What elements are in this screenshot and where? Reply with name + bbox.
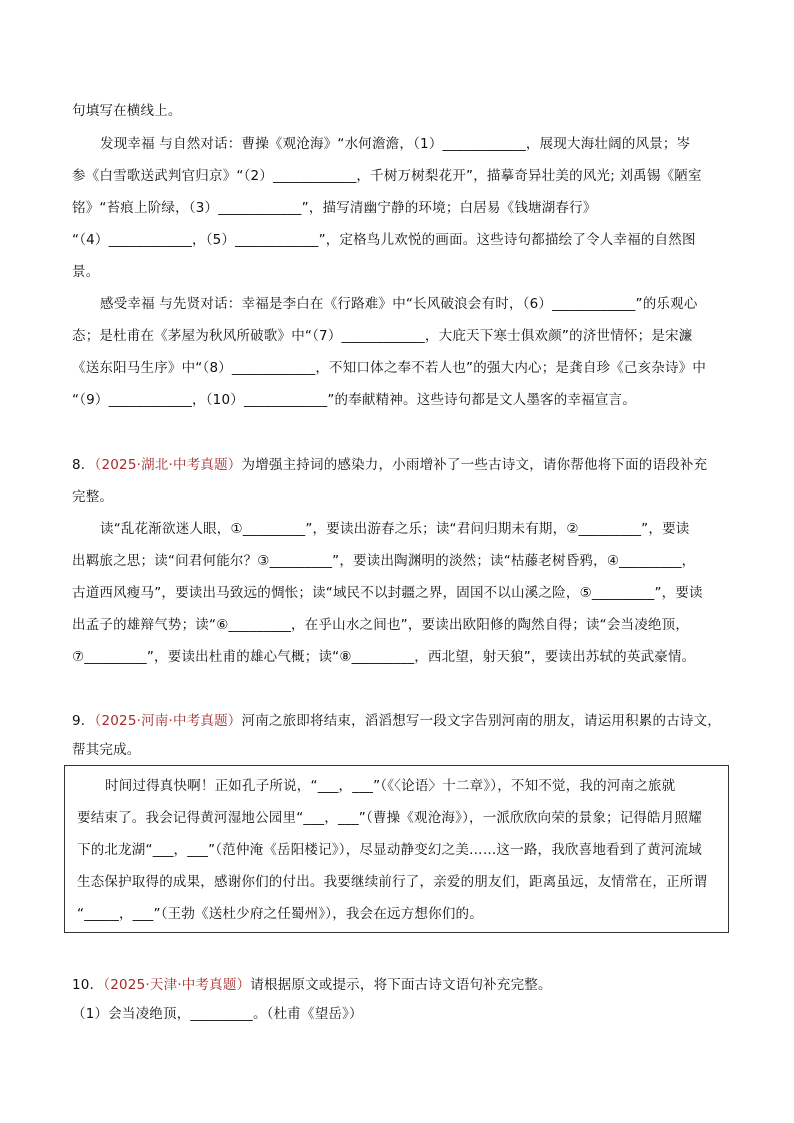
question-number: 10．: [72, 977, 104, 993]
question-number: 8．: [72, 457, 95, 473]
text-line: 态；是杜甫在《茅屋为秋风所破歌》中“（7）____________，大庇天下寒士俱欢颜”的济世情怀；是宋濂: [72, 328, 693, 344]
text-line: “（4）____________，（5）____________”，定格鸟儿欢悦的画面。这些诗句都描绘了令人幸福的自然图: [72, 232, 696, 248]
question-10-header: [72, 975, 552, 995]
question-number: 9．: [72, 713, 95, 729]
question-8-header: [72, 455, 707, 475]
text-line: “_____，___”（王勃《送杜少府之任蜀州》），我会在远方想你们的。: [77, 906, 483, 922]
text-line: 下的北龙湖“___，___”（范仲淹《岳阳楼记》），尽显动静变幻之美……这一路，我欣喜地看到了黄河流域: [77, 842, 702, 858]
text-line: ⑦_________”，要读出杜甫的雄心气概；读“⑧_________，西北望，射天狼”，要读出苏轼的英武豪情。: [72, 649, 696, 665]
text-line: 景。: [72, 264, 100, 280]
text-line: 出孟子的雄辩气势；读“⑥_________，在乎山水之间也”，要读出欧阳修的陶然自得；读“会当凌绝顶，: [72, 617, 690, 633]
question-prompt: 河南之旅即将结束，滔滔想写一段文字告别河南的朋友，请运用积累的古诗文，: [241, 713, 721, 729]
text-line: 感受幸福 与先贤对话：幸福是李白在《行路难》中“长风破浪会有时，（6）____________”的乐观心: [100, 296, 698, 312]
question-9-header: [72, 711, 721, 731]
question-prompt: 为增强主持词的感染力，小雨增补了一些古诗文，请你帮他将下面的语段补充: [241, 457, 708, 473]
question-source: （2025·河南·中考真题）: [94, 713, 242, 729]
text-line: 发现幸福 与自然对话：曹操《观沧海》“水何澹澹，（1）____________，展现大海壮阔的风景；岑: [100, 136, 691, 152]
text-line: （1）会当凌绝顶，_________。（杜甫《望岳》）: [72, 1006, 363, 1022]
question-source: （2025·湖北·中考真题）: [94, 457, 242, 473]
text-line: 要结束了。我会记得黄河湿地公园里“___，___”（曹操《观沧海》），一派欣欣向荣的景象；记得皓月照耀: [77, 810, 702, 826]
text-line: “（9）____________，（10）____________”的奉献精神。这些诗句都是文人墨客的幸福宣言。: [72, 392, 636, 408]
passage-box: [64, 765, 729, 933]
question-source: （2025·天津·中考真题）: [103, 977, 251, 993]
text-line: 出羁旅之思；读“问君何能尔？③_________”，要读出陶渊明的淡然；读“枯藤老树昏鸦，④_________，: [72, 553, 696, 569]
text-line: 参《白雪歌送武判官归京》“（2）____________，千树万树梨花开”，描摹奇异壮美的风光; 刘禹锡《陋室: [72, 168, 702, 184]
question-prompt: 完整。: [72, 489, 114, 505]
text-line: 《送东阳马生序》中“（8）____________，不知口体之奉不若人也”的强大内心；是龚自珍《己亥杂诗》中: [72, 360, 707, 376]
text-line: 铭》“苔痕上阶绿，（3）____________”，描写清幽宁静的环境；白居易《钱塘湖春行》: [72, 200, 597, 216]
text-line: 生态保护取得的成果，感谢你们的付出。我要继续前行了，亲爱的朋友们，距离虽远，友情常在，正所谓: [77, 874, 708, 890]
question-prompt: 请根据原文或提示，将下面古诗文语句补充完整。: [250, 977, 552, 993]
question-prompt: 帮其完成。: [72, 742, 141, 758]
text-line: 时间过得真快啊！正如孔子所说，“___，___”（《〈论语〉十二章》），不知不觉，我的河南之旅就: [105, 778, 676, 794]
text-line: 句填写在横线上。: [72, 103, 182, 119]
text-line: 读“乱花渐欲迷人眼，①_________”，要读出游春之乐；读“君问归期未有期，②_________”，要读: [100, 521, 690, 537]
text-line: 古道西风瘦马”，要读出马致远的惆怅；读“域民不以封疆之界，固国不以山溪之险，⑤_________”，要读: [72, 585, 703, 601]
